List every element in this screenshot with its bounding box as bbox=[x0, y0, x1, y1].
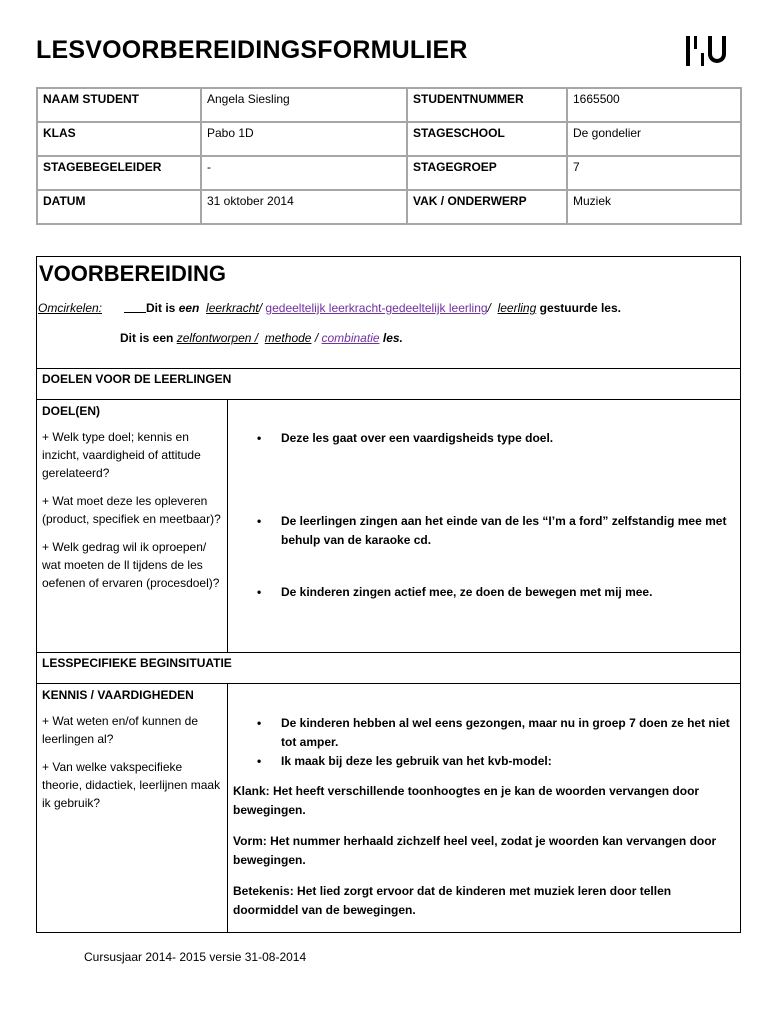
section-header-doelen: DOELEN VOOR DE LEERLINGEN bbox=[37, 369, 741, 400]
info-key: STAGESCHOOL bbox=[407, 122, 567, 156]
info-value: De gondelier bbox=[567, 122, 741, 156]
question: + Wat weten en/of kunnen de leerlingen al? bbox=[42, 714, 198, 746]
option-combinatie[interactable]: combinatie bbox=[321, 331, 380, 345]
doelen-answers bbox=[228, 400, 741, 653]
answer-paragraph: Klank: Het heeft verschillende toonhoogtes en je kan de woorden vervangen door bewegingen. bbox=[233, 784, 700, 817]
option-zelfontworpen[interactable]: zelfontworpen / bbox=[176, 331, 259, 345]
answer-paragraph: Vorm: Het nummer herhaald zichzelf heel veel, zodat je woorden kan vervangen door bewegingen. bbox=[233, 834, 717, 867]
answer-bullet: • De kinderen hebben al wel eens gezongen, maar nu in groep 7 doen ze het niet tot amper. bbox=[233, 714, 735, 752]
section-title: VOORBEREIDING bbox=[39, 261, 227, 286]
option-methode[interactable]: methode bbox=[264, 331, 312, 345]
info-value: Pabo 1D bbox=[201, 122, 407, 156]
preparation-form bbox=[36, 256, 741, 933]
line-suffix: les. bbox=[382, 331, 403, 345]
beginsituatie-answers bbox=[228, 684, 741, 933]
answer-bullet: • De kinderen zingen actief mee, ze doen de bewegen met mij mee. bbox=[233, 583, 735, 602]
kennis-heading: KENNIS / VAARDIGHEDEN bbox=[42, 688, 194, 702]
info-key: KLAS bbox=[37, 122, 201, 156]
voorbereiding-block bbox=[37, 257, 741, 369]
separator: / bbox=[258, 301, 263, 315]
info-value: - bbox=[201, 156, 407, 190]
info-key: NAAM STUDENT bbox=[37, 88, 201, 122]
info-key: STAGEGROEP bbox=[407, 156, 567, 190]
question: + Welk type doel; kennis en inzicht, vaardigheid of attitude gerelateerd? bbox=[42, 430, 201, 480]
answer-bullet: • Deze les gaat over een vaardigsheids type doel. bbox=[233, 429, 735, 448]
question: + Wat moet deze les opleveren (product, specifiek en meetbaar)? bbox=[42, 494, 221, 526]
answer-bullet: • De leerlingen zingen aan het einde van de les “I’m a ford” zelfstandig mee met behulp van de karaoke cd. bbox=[233, 512, 735, 550]
page-title: LESVOORBEREIDINGSFORMULIER bbox=[36, 36, 468, 64]
section-header-beginsituatie: LESSPECIFIEKE BEGINSITUATIE bbox=[37, 653, 741, 684]
hu-logo-icon bbox=[684, 34, 728, 68]
info-value: Angela Siesling bbox=[201, 88, 407, 122]
option-leerling[interactable]: leerling bbox=[497, 301, 537, 315]
info-value: Muziek bbox=[567, 190, 741, 224]
line-prefix: Dit is bbox=[146, 301, 176, 315]
beginsituatie-questions bbox=[37, 684, 228, 933]
doelen-heading: DOEL(EN) bbox=[42, 404, 100, 418]
doelen-questions bbox=[37, 400, 228, 653]
info-row bbox=[37, 190, 741, 224]
info-row bbox=[37, 156, 741, 190]
option-gedeeltelijk[interactable]: gedeeltelijk leerkracht-gedeeltelijk leerling bbox=[265, 301, 488, 315]
design-line bbox=[120, 331, 735, 345]
omcirkelen-label: Omcirkelen: bbox=[38, 301, 103, 315]
line-prefix: Dit is een bbox=[120, 331, 174, 345]
option-leerkracht[interactable]: leerkracht bbox=[206, 301, 259, 315]
line-een: een bbox=[178, 301, 200, 315]
separator: / bbox=[314, 331, 319, 345]
info-value: 31 oktober 2014 bbox=[201, 190, 407, 224]
steering-line bbox=[38, 301, 735, 315]
info-key: STUDENTNUMMER bbox=[407, 88, 567, 122]
answer-bullet: • Ik maak bij deze les gebruik van het kvb-model: bbox=[233, 752, 735, 771]
info-key: STAGEBEGELEIDER bbox=[37, 156, 201, 190]
line-suffix: gestuurde les. bbox=[539, 301, 621, 315]
info-key: VAK / ONDERWERP bbox=[407, 190, 567, 224]
fill-line bbox=[124, 312, 146, 313]
info-key: DATUM bbox=[37, 190, 201, 224]
footer-version: Cursusjaar 2014- 2015 versie 31-08-2014 bbox=[84, 950, 307, 964]
info-value: 1665500 bbox=[567, 88, 741, 122]
info-row bbox=[37, 122, 741, 156]
separator: / bbox=[487, 301, 491, 315]
info-value: 7 bbox=[567, 156, 741, 190]
student-info-table bbox=[36, 87, 742, 225]
question: + Welk gedrag wil ik oproepen/ wat moeten de ll tijdens de les oefenen of ervaren (procesdoel)? bbox=[42, 540, 220, 590]
info-row bbox=[37, 88, 741, 122]
answer-paragraph: Betekenis: Het lied zorgt ervoor dat de kinderen met muziek leren door tellen doormiddel van de bewegingen. bbox=[233, 884, 672, 917]
question: + Van welke vakspecifieke theorie, didactiek, leerlijnen maak ik gebruik? bbox=[42, 760, 221, 810]
